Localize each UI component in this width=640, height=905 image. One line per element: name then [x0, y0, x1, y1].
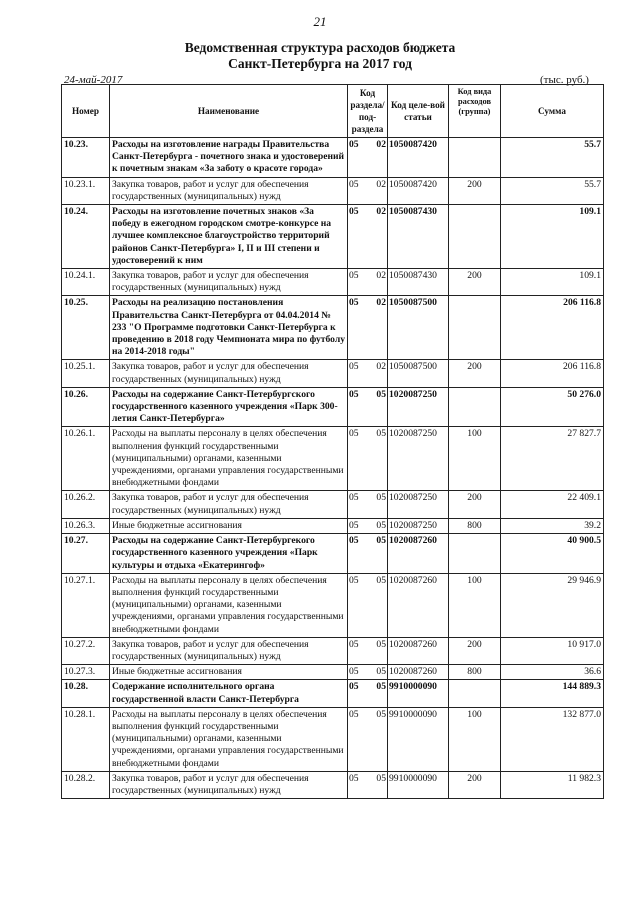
row-vid: [449, 205, 501, 269]
table-row: [62, 427, 604, 491]
header-sum: Сумма: [501, 85, 604, 138]
row-podrazdel-code: 02: [376, 139, 386, 150]
header-name: Наименование: [110, 85, 348, 138]
row-number: 10.23.1.: [62, 177, 110, 204]
row-number: 10.25.: [62, 296, 110, 360]
row-podrazdel-code: 05: [376, 388, 386, 400]
header-vid: Код вида расходов (группа): [449, 85, 501, 138]
row-celevoi: 1020087260: [388, 534, 449, 574]
row-vid: 200: [449, 771, 501, 798]
row-number: 10.24.: [62, 205, 110, 269]
row-number: 10.27.3.: [62, 665, 110, 680]
row-podrazdel-code: 02: [376, 297, 386, 309]
row-podrazdel-code: 05: [376, 428, 386, 440]
row-sum: 50 276.0: [501, 387, 604, 427]
row-podrazdel-code: 02: [376, 361, 386, 373]
row-vid: [449, 680, 501, 707]
row-celevoi: 1050087420: [388, 177, 449, 204]
row-razdel: [348, 360, 388, 387]
row-celevoi: 1020087260: [388, 637, 449, 664]
row-sum: 27 827.7: [501, 427, 604, 491]
row-sum: 206 116.8: [501, 296, 604, 360]
row-razdel-code: 05: [349, 574, 359, 586]
row-razdel: [348, 427, 388, 491]
row-celevoi: 1050087420: [388, 138, 449, 178]
row-razdel-code: 05: [349, 297, 359, 309]
row-podrazdel-code: 05: [376, 574, 386, 586]
row-sum: 11 982.3: [501, 771, 604, 798]
row-vid: [449, 387, 501, 427]
row-name: Закупка товаров, работ и услуг для обеспечения государственных (муниципальных) нужд: [110, 637, 348, 664]
row-sum: 10 917.0: [501, 637, 604, 664]
row-podrazdel-code: 05: [376, 666, 386, 678]
row-name: Закупка товаров, работ и услуг для обеспечения государственных (муниципальных) нужд: [110, 491, 348, 518]
row-celevoi: 1020087250: [388, 491, 449, 518]
row-celevoi: 1050087500: [388, 360, 449, 387]
table-row: [62, 573, 604, 637]
row-name: Расходы на изготовление награды Правительства Санкт-Петербурга - почетного знака и удостоверений к почетным знакам «За заботу о красоте города»: [110, 138, 348, 178]
row-number: 10.28.1.: [62, 707, 110, 771]
row-razdel: [348, 534, 388, 574]
header-razdel: Код раздела/ под-раздела: [348, 85, 388, 138]
table-row: [62, 518, 604, 533]
row-celevoi: 1050087500: [388, 296, 449, 360]
table-row: [62, 491, 604, 518]
row-sum: 55.7: [501, 177, 604, 204]
row-celevoi: 1050087430: [388, 269, 449, 296]
row-celevoi: 1020087260: [388, 573, 449, 637]
row-number: 10.26.3.: [62, 518, 110, 533]
row-razdel: [348, 665, 388, 680]
row-vid: [449, 138, 501, 178]
row-podrazdel-code: 05: [376, 519, 386, 531]
row-razdel: [348, 707, 388, 771]
row-podrazdel-code: 05: [376, 638, 386, 650]
row-podrazdel-code: 05: [376, 681, 386, 693]
row-razdel: [348, 573, 388, 637]
row-razdel-code: 05: [349, 206, 359, 218]
table-row: [62, 177, 604, 204]
row-celevoi: 1050087430: [388, 205, 449, 269]
row-number: 10.27.2.: [62, 637, 110, 664]
row-number: 10.27.1.: [62, 573, 110, 637]
title-line-1: Ведомственная структура расходов бюджета: [184, 40, 456, 55]
row-vid: 200: [449, 177, 501, 204]
table-row: [62, 680, 604, 707]
row-podrazdel-code: 05: [376, 772, 386, 784]
row-razdel-code: 05: [349, 638, 359, 650]
row-podrazdel-code: 02: [376, 270, 386, 282]
table-header-row: [62, 85, 604, 138]
row-vid: 100: [449, 573, 501, 637]
row-vid: [449, 296, 501, 360]
row-sum: 22 409.1: [501, 491, 604, 518]
row-name: Расходы на выплаты персоналу в целях обеспечения выполнения функций государственными (муниципальными) органами, казенными учреждениями, органами управления государственными внебюджетными фондами: [110, 573, 348, 637]
table-row: [62, 269, 604, 296]
row-razdel: [348, 138, 388, 178]
table-row: [62, 360, 604, 387]
row-sum: 40 900.5: [501, 534, 604, 574]
table-row: [62, 296, 604, 360]
row-name: Содержание исполнительного органа государственной власти Санкт-Петербурга: [110, 680, 348, 707]
row-razdel-code: 05: [349, 492, 359, 504]
title-line-2: Санкт-Петербурга на 2017 год: [228, 56, 412, 71]
row-podrazdel-code: 05: [376, 708, 386, 720]
row-sum: 55.7: [501, 138, 604, 178]
row-sum: 109.1: [501, 269, 604, 296]
row-number: 10.26.: [62, 387, 110, 427]
document-title: [0, 40, 640, 72]
row-celevoi: 9910000090: [388, 771, 449, 798]
row-celevoi: 1020087250: [388, 518, 449, 533]
row-podrazdel-code: 05: [376, 492, 386, 504]
row-razdel: [348, 518, 388, 533]
row-name: Расходы на выплаты персоналу в целях обеспечения выполнения функций государственными (муниципальными) органами, казенными учреждениями, органами управления государственными внебюджетными фондами: [110, 707, 348, 771]
document-date: 24-май-2017: [64, 74, 123, 86]
row-razdel-code: 05: [349, 666, 359, 678]
row-celevoi: 1020087260: [388, 665, 449, 680]
row-sum: 36.6: [501, 665, 604, 680]
row-sum: 206 116.8: [501, 360, 604, 387]
row-number: 10.23.: [62, 138, 110, 178]
row-vid: 800: [449, 665, 501, 680]
row-celevoi: 9910000090: [388, 680, 449, 707]
row-razdel-code: 05: [349, 708, 359, 720]
units-label: (тыс. руб.): [540, 74, 589, 86]
row-sum: 132 877.0: [501, 707, 604, 771]
row-number: 10.27.: [62, 534, 110, 574]
row-name: Расходы на содержание Санкт-Петербургекого государственного казенного учреждения «Парк культуры и отдыха «Екатерингоф»: [110, 534, 348, 574]
row-number: 10.24.1.: [62, 269, 110, 296]
table-row: [62, 534, 604, 574]
row-razdel: [348, 387, 388, 427]
table-row: [62, 665, 604, 680]
row-razdel-code: 05: [349, 428, 359, 440]
row-name: Иные бюджетные ассигнования: [110, 518, 348, 533]
row-razdel-code: 05: [349, 772, 359, 784]
row-razdel: [348, 177, 388, 204]
row-name: Закупка товаров, работ и услуг для обеспечения государственных (муниципальных) нужд: [110, 269, 348, 296]
row-name: Расходы на выплаты персоналу в целях обеспечения выполнения функций государственными (муниципальными) органами, казенными учреждениями, органами управления государственными внебюджетными фондами: [110, 427, 348, 491]
row-razdel-code: 05: [349, 178, 359, 190]
table-row: [62, 707, 604, 771]
row-name: Расходы на реализацию постановления Правительства Санкт-Петербурга от 04.04.2014 № 233 "О Программе подготовки Санкт-Петербурга к проведению в 2018 году Чемпионата мира по футболу на 2014-2018 годы": [110, 296, 348, 360]
header-celevoi: Код целе-вой статьи: [388, 85, 449, 138]
table-body: [62, 138, 604, 799]
row-vid: 200: [449, 637, 501, 664]
row-razdel: [348, 205, 388, 269]
row-podrazdel-code: 02: [376, 206, 386, 218]
row-razdel: [348, 491, 388, 518]
row-name: Закупка товаров, работ и услуг для обеспечения государственных (муниципальных) нужд: [110, 360, 348, 387]
row-vid: 800: [449, 518, 501, 533]
row-razdel-code: 05: [349, 535, 359, 547]
row-vid: [449, 534, 501, 574]
row-razdel: [348, 296, 388, 360]
row-vid: 100: [449, 707, 501, 771]
row-razdel: [348, 637, 388, 664]
row-razdel: [348, 680, 388, 707]
row-vid: 200: [449, 491, 501, 518]
row-razdel: [348, 771, 388, 798]
row-sum: 109.1: [501, 205, 604, 269]
table-row: [62, 387, 604, 427]
row-razdel-code: 05: [349, 270, 359, 282]
row-sum: 39.2: [501, 518, 604, 533]
table-row: [62, 637, 604, 664]
table-row: [62, 205, 604, 269]
header-number: Номер: [62, 85, 110, 138]
row-podrazdel-code: 02: [376, 178, 386, 190]
row-vid: 200: [449, 360, 501, 387]
row-name: Иные бюджетные ассигнования: [110, 665, 348, 680]
row-sum: 144 889.3: [501, 680, 604, 707]
row-number: 10.26.2.: [62, 491, 110, 518]
row-name: Расходы на содержание Санкт-Петербургского государственного казенного учреждения «Парк 300-летия Санкт-Петербурга»: [110, 387, 348, 427]
row-celevoi: 9910000090: [388, 707, 449, 771]
row-razdel-code: 05: [349, 388, 359, 400]
expenditure-table: [61, 84, 604, 799]
row-name: Закупка товаров, работ и услуг для обеспечения государственных (муниципальных) нужд: [110, 177, 348, 204]
row-number: 10.28.2.: [62, 771, 110, 798]
row-name: Закупка товаров, работ и услуг для обеспечения государственных (муниципальных) нужд: [110, 771, 348, 798]
row-razdel-code: 05: [349, 139, 359, 150]
row-razdel-code: 05: [349, 361, 359, 373]
row-celevoi: 1020087250: [388, 427, 449, 491]
row-number: 10.28.: [62, 680, 110, 707]
row-razdel-code: 05: [349, 681, 359, 693]
row-celevoi: 1020087250: [388, 387, 449, 427]
row-number: 10.26.1.: [62, 427, 110, 491]
page-number: 21: [313, 14, 327, 29]
table-row: [62, 771, 604, 798]
row-podrazdel-code: 05: [376, 535, 386, 547]
row-number: 10.25.1.: [62, 360, 110, 387]
row-name: Расходы на изготовление почетных знаков «За победу в ежегодном городском смотре-конкурсе на лучшее комплексное благоустройство территорий районов Санкт-Петербурга» I, II и III степени и удостоверений к ним: [110, 205, 348, 269]
row-razdel-code: 05: [349, 519, 359, 531]
table-row: [62, 138, 604, 178]
row-vid: 100: [449, 427, 501, 491]
row-vid: 200: [449, 269, 501, 296]
row-razdel: [348, 269, 388, 296]
row-sum: 29 946.9: [501, 573, 604, 637]
